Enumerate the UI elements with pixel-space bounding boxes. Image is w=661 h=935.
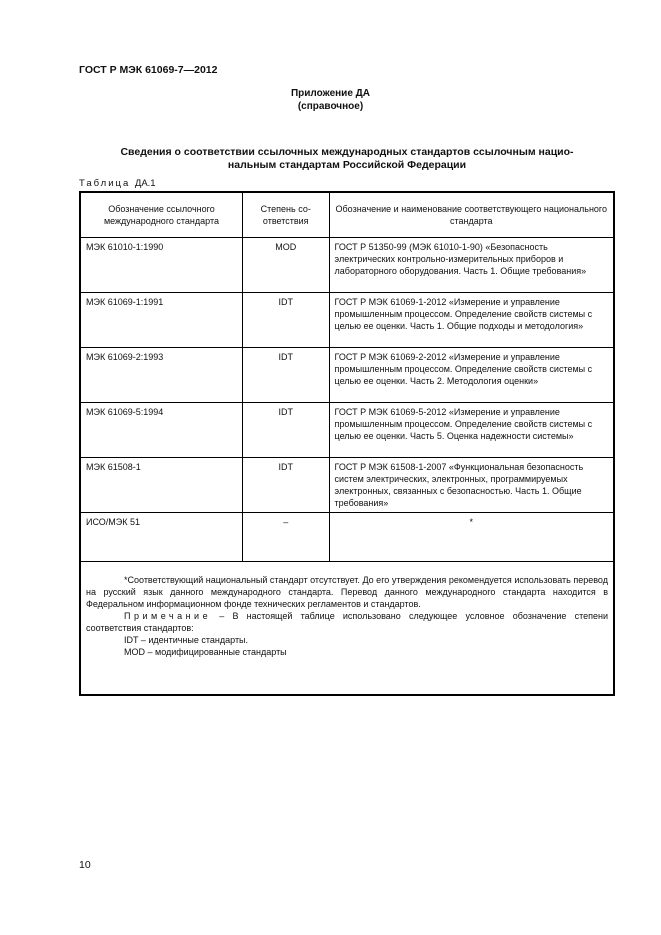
national-standard-cell: ГОСТ Р МЭК 61069-2-2012 «Измерение и управление промышленным процессом. Определение свойств системы с целью ее оценки. Часть 2. Методология оценки» [329,348,614,403]
column-header-degree: Степень со-ответствия [242,192,329,238]
intl-standard-cell: ИСО/МЭК 51 [80,513,242,562]
national-standard-cell: ГОСТ Р МЭК 61069-1-2012 «Измерение и управление промышленным процессом. Определение свойств системы с целью ее оценки. Часть 1. Общие подходы и методология» [329,293,614,348]
national-standard-cell: * [329,513,614,562]
footnote-text: *Соответствующий национальный стандарт отсутствует. До его утверждения рекомендуется использовать перевод на русский язык данного международного стандарта. Перевод данного международного стандарта находится в Федеральном информационном фонде технических регламентов и стандартов. [86,575,608,609]
annex-heading [0,87,661,113]
degree-cell: – [242,513,329,562]
degree-cell: IDT [242,348,329,403]
table-row [80,458,614,513]
national-standard-cell: ГОСТ Р 51350-99 (МЭК 61010-1-90) «Безопасность электрических контрольно-измерительных приборов и лабораторного оборудования. Часть 1. Общие требования» [329,238,614,293]
table-header-row [80,192,614,238]
table-footer-row [80,562,614,696]
table-caption-number: ДА.1 [134,178,156,189]
annex-subtitle: (справочное) [297,101,364,112]
intl-standard-cell: МЭК 61508-1 [80,458,242,513]
table-footnote-cell [80,562,614,696]
national-standard-cell: ГОСТ Р МЭК 61508-1-2007 «Функциональная безопасность систем электрических, электронных, программируемых электронных, связанных с безопасностью. Часть 1. Общие требования» [329,458,614,513]
note-text: – В настоящей таблице использовано следующее условное обозначение степени соответствия стандартов: [86,611,608,633]
table-row [80,513,614,562]
table-row [80,348,614,403]
degree-cell: IDT [242,458,329,513]
legend-item: IDT – идентичные стандарты. [124,635,249,645]
degree-cell: MOD [242,238,329,293]
table-row [80,403,614,458]
intl-standard-cell: МЭК 61010-1:1990 [80,238,242,293]
intl-standard-cell: МЭК 61069-2:1993 [80,348,242,403]
page-number: 10 [79,859,91,871]
column-header-intl: Обозначение ссылочного международного стандарта [80,192,242,238]
table-caption [79,178,156,189]
national-standard-cell: ГОСТ Р МЭК 61069-5-2012 «Измерение и управление промышленным процессом. Определение свойств системы с целью ее оценки. Часть 5. Оценка надежности системы» [329,403,614,458]
table-row [80,293,614,348]
annex-title: Приложение ДА [290,88,371,99]
degree-cell: IDT [242,403,329,458]
document-id: ГОСТ Р МЭК 61069-7—2012 [79,64,218,76]
intl-standard-cell: МЭК 61069-5:1994 [80,403,242,458]
standards-table [79,191,615,696]
table-caption-prefix: Таблица [79,178,131,189]
legend-item: MOD – модифицированные стандарты [124,647,287,657]
table-note [86,610,608,634]
section-title: Сведения о соответствии ссылочных международных стандартов ссылочным нацио- нальным стандартам Российской Федерации [120,146,574,171]
intl-standard-cell: МЭК 61069-1:1991 [80,293,242,348]
degree-cell: IDT [242,293,329,348]
column-header-national: Обозначение и наименование соответствующего национального стандарта [329,192,614,238]
note-label: Примечание [124,611,212,621]
table-row [80,238,614,293]
